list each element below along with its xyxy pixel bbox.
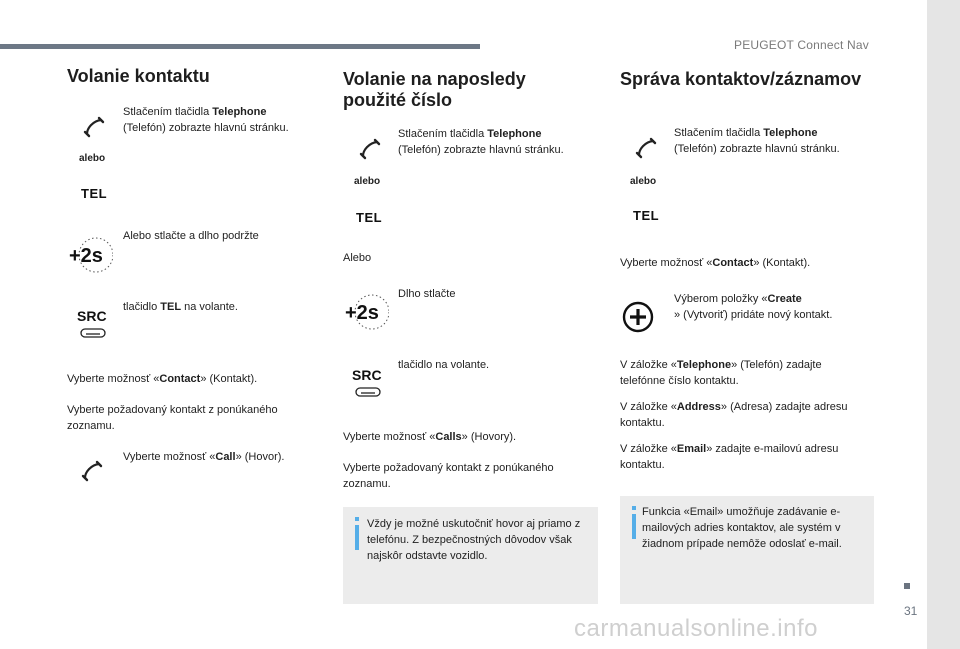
phone-handset-icon — [635, 137, 657, 159]
info-bar-icon — [632, 514, 636, 539]
tab-telephone-text: V záložke «Telephone» (Telefón) zadajte telefónne číslo kontaktu. — [620, 359, 822, 387]
or-label: alebo — [354, 176, 381, 187]
phone-handset-icon — [83, 116, 105, 138]
or-label: alebo — [630, 176, 657, 187]
note-text: Funkcia «Email» umožňuje zadávanie e-mailových adries kontaktov, ale systém v žiadnom prípade nemôže odoslať e-mail. — [642, 506, 842, 550]
long-press-2s-icon — [343, 291, 389, 333]
watermark: carmanualsonline.info — [574, 615, 818, 642]
info-note — [620, 496, 874, 604]
press-telephone-text: Stlačením tlačidla Telephone (Telefón) zobrazte hlavnú stránku. — [398, 128, 564, 156]
svg-text:SRC: SRC — [77, 308, 107, 324]
phone-handset-icon — [359, 138, 381, 160]
steering-button-text: tlačidlo na volante. — [398, 359, 490, 371]
svg-text:+2s: +2s — [69, 245, 103, 267]
press-telephone-text: Stlačením tlačidla Telephone (Telefón) zobrazte hlavnú stránku. — [123, 106, 289, 134]
tab-address-text: V záložke «Address» (Adresa) zadajte adresu kontaktu. — [620, 401, 848, 429]
long-press-text: Alebo stlačte a dlho podržte — [123, 230, 259, 242]
choose-contact-text: Vyberte požadovaný kontakt z ponúkaného zoznamu. — [67, 404, 278, 432]
select-call-text: Vyberte možnosť «Call» (Hovor). — [123, 451, 285, 463]
info-bar-icon — [355, 525, 359, 550]
note-text: Vždy je možné uskutočniť hovor aj priamo z telefónu. Z bezpečnostných dôvodov však najskôr odstavte vozidlo. — [367, 518, 581, 562]
tel-label: TEL — [81, 186, 108, 201]
long-press-text: Dlho stlačte — [398, 288, 456, 300]
long-press-2s-icon — [67, 234, 113, 276]
steering-button-text: tlačidlo TEL na volante. — [123, 301, 238, 313]
select-contact-text: Vyberte možnosť «Contact» (Kontakt). — [67, 373, 258, 385]
alebo-text: Alebo — [343, 252, 372, 264]
press-telephone-text: Stlačením tlačidla Telephone (Telefón) zobrazte hlavnú stránku. — [674, 127, 840, 155]
info-note — [343, 507, 598, 604]
top-rule — [0, 44, 480, 49]
page-number: 31 — [904, 604, 918, 618]
phone-handset-icon — [81, 460, 103, 482]
tel-label: TEL — [633, 208, 660, 223]
section-title: Volanie kontaktu — [67, 66, 210, 86]
create-text: Výberom položky «Create » (Vytvoriť) pridáte nový kontakt. — [674, 293, 833, 321]
tel-label: TEL — [356, 210, 383, 225]
plus-circle-icon — [622, 301, 654, 333]
section-title: Volanie na naposledy použité číslo — [343, 69, 526, 110]
side-strip — [927, 0, 960, 649]
svg-text:SRC: SRC — [352, 367, 382, 383]
svg-text:+2s: +2s — [345, 302, 379, 324]
tab-email-text: V záložke «Email» zadajte e-mailovú adresu kontaktu. — [620, 443, 839, 471]
page-marker — [904, 583, 910, 589]
brand-header: PEUGEOT Connect Nav — [734, 38, 869, 52]
or-label: alebo — [79, 153, 106, 164]
choose-contact-text: Vyberte požadovaný kontakt z ponúkaného zoznamu. — [343, 462, 554, 490]
section-title: Správa kontaktov/záznamov — [620, 69, 862, 89]
select-calls-text: Vyberte možnosť «Calls» (Hovory). — [343, 431, 517, 443]
src-steering-button-icon — [350, 366, 386, 400]
src-steering-button-icon — [75, 307, 111, 341]
select-contact-text: Vyberte možnosť «Contact» (Kontakt). — [620, 257, 811, 269]
